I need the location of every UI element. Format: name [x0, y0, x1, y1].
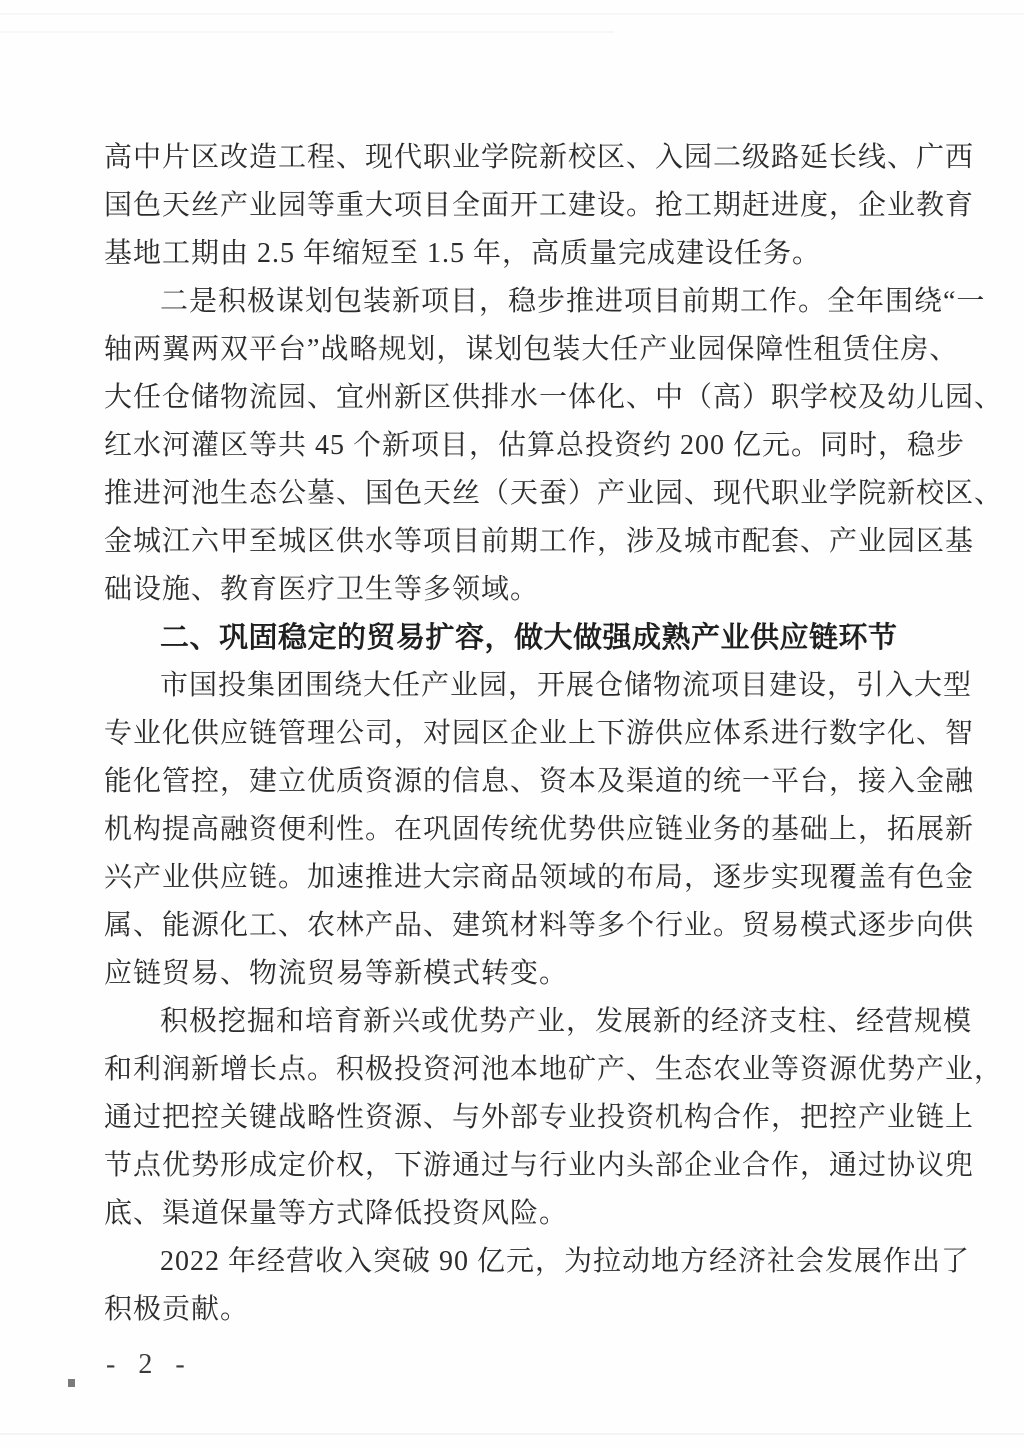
- text-line: 基地工期由 2.5 年缩短至 1.5 年，高质量完成建设任务。: [104, 238, 822, 269]
- text-line: 节点优势形成定价权，下游通过与行业内头部企业合作，通过协议兜: [104, 1150, 975, 1181]
- text-line: 础设施、教育医疗卫生等多领域。: [104, 574, 540, 605]
- text-line: 应链贸易、物流贸易等新模式转变。: [104, 958, 569, 989]
- scan-artifact-streak: [0, 31, 614, 33]
- scan-artifact-streak: [0, 13, 1024, 15]
- text-line: 2022 年经营收入突破 90 亿元，为拉动地方经济社会发展作出了: [160, 1246, 971, 1277]
- text-line: 推进河池生态公墓、国色天丝（天蚕）产业园、现代职业学院新校区、: [104, 478, 1004, 509]
- text-line: 积极贡献。: [104, 1294, 250, 1325]
- text-line: 高中片区改造工程、现代职业学院新校区、入园二级路延长线、广西: [104, 142, 975, 173]
- page-number: - 2 -: [106, 1349, 193, 1380]
- text-line: 红水河灌区等共 45 个新项目，估算总投资约 200 亿元。同时，稳步: [104, 430, 966, 461]
- text-line: 和利润新增长点。积极投资河池本地矿产、生态农业等资源优势产业，: [104, 1054, 1004, 1085]
- text-line: 大任仓储物流园、宜州新区供排水一体化、中（高）职学校及幼儿园、: [104, 382, 1004, 413]
- paragraph: [104, 998, 1004, 1238]
- section-heading: [104, 614, 934, 662]
- text-line: 专业化供应链管理公司，对园区企业上下游供应体系进行数字化、智: [104, 718, 975, 749]
- text-line: 国色天丝产业园等重大项目全面开工建设。抢工期赶进度，企业教育: [104, 190, 975, 221]
- text-line: 二、巩固稳定的贸易扩容，做大做强成熟产业供应链环节: [160, 622, 898, 654]
- text-line: 积极挖掘和培育新兴或优势产业，发展新的经济支柱、经营规模: [160, 1006, 973, 1037]
- text-line: 兴产业供应链。加速推进大宗商品领域的布局，逐步实现覆盖有色金: [104, 862, 975, 893]
- paragraph: [104, 1238, 971, 1334]
- text-line: 属、能源化工、农林产品、建筑材料等多个行业。贸易模式逐步向供: [104, 910, 975, 941]
- text-line: 二是积极谋划包装新项目，稳步推进项目前期工作。全年围绕“一: [160, 286, 986, 317]
- text-line: 市国投集团围绕大任产业园，开展仓储物流项目建设，引入大型: [160, 670, 973, 701]
- text-line: 轴两翼两双平台”战略规划，谋划包装大任产业园保障性租赁住房、: [104, 334, 959, 365]
- paragraph: [104, 134, 975, 278]
- scan-artifact-speck: [68, 1379, 75, 1387]
- text-line: 能化管控，建立优质资源的信息、资本及渠道的统一平台，接入金融: [104, 766, 975, 797]
- text-line: 通过把控关键战略性资源、与外部专业投资机构合作，把控产业链上: [104, 1102, 975, 1133]
- paragraph: [104, 662, 975, 998]
- scan-artifact-streak: [0, 1433, 1024, 1435]
- text-line: 金城江六甲至城区供水等项目前期工作，涉及城市配套、产业园区基: [104, 526, 975, 557]
- text-line: 机构提高融资便利性。在巩固传统优势供应链业务的基础上，拓展新: [104, 814, 975, 845]
- paragraph: [104, 278, 1004, 614]
- document-content: [104, 134, 1004, 1334]
- text-line: 底、渠道保量等方式降低投资风险。: [104, 1198, 569, 1229]
